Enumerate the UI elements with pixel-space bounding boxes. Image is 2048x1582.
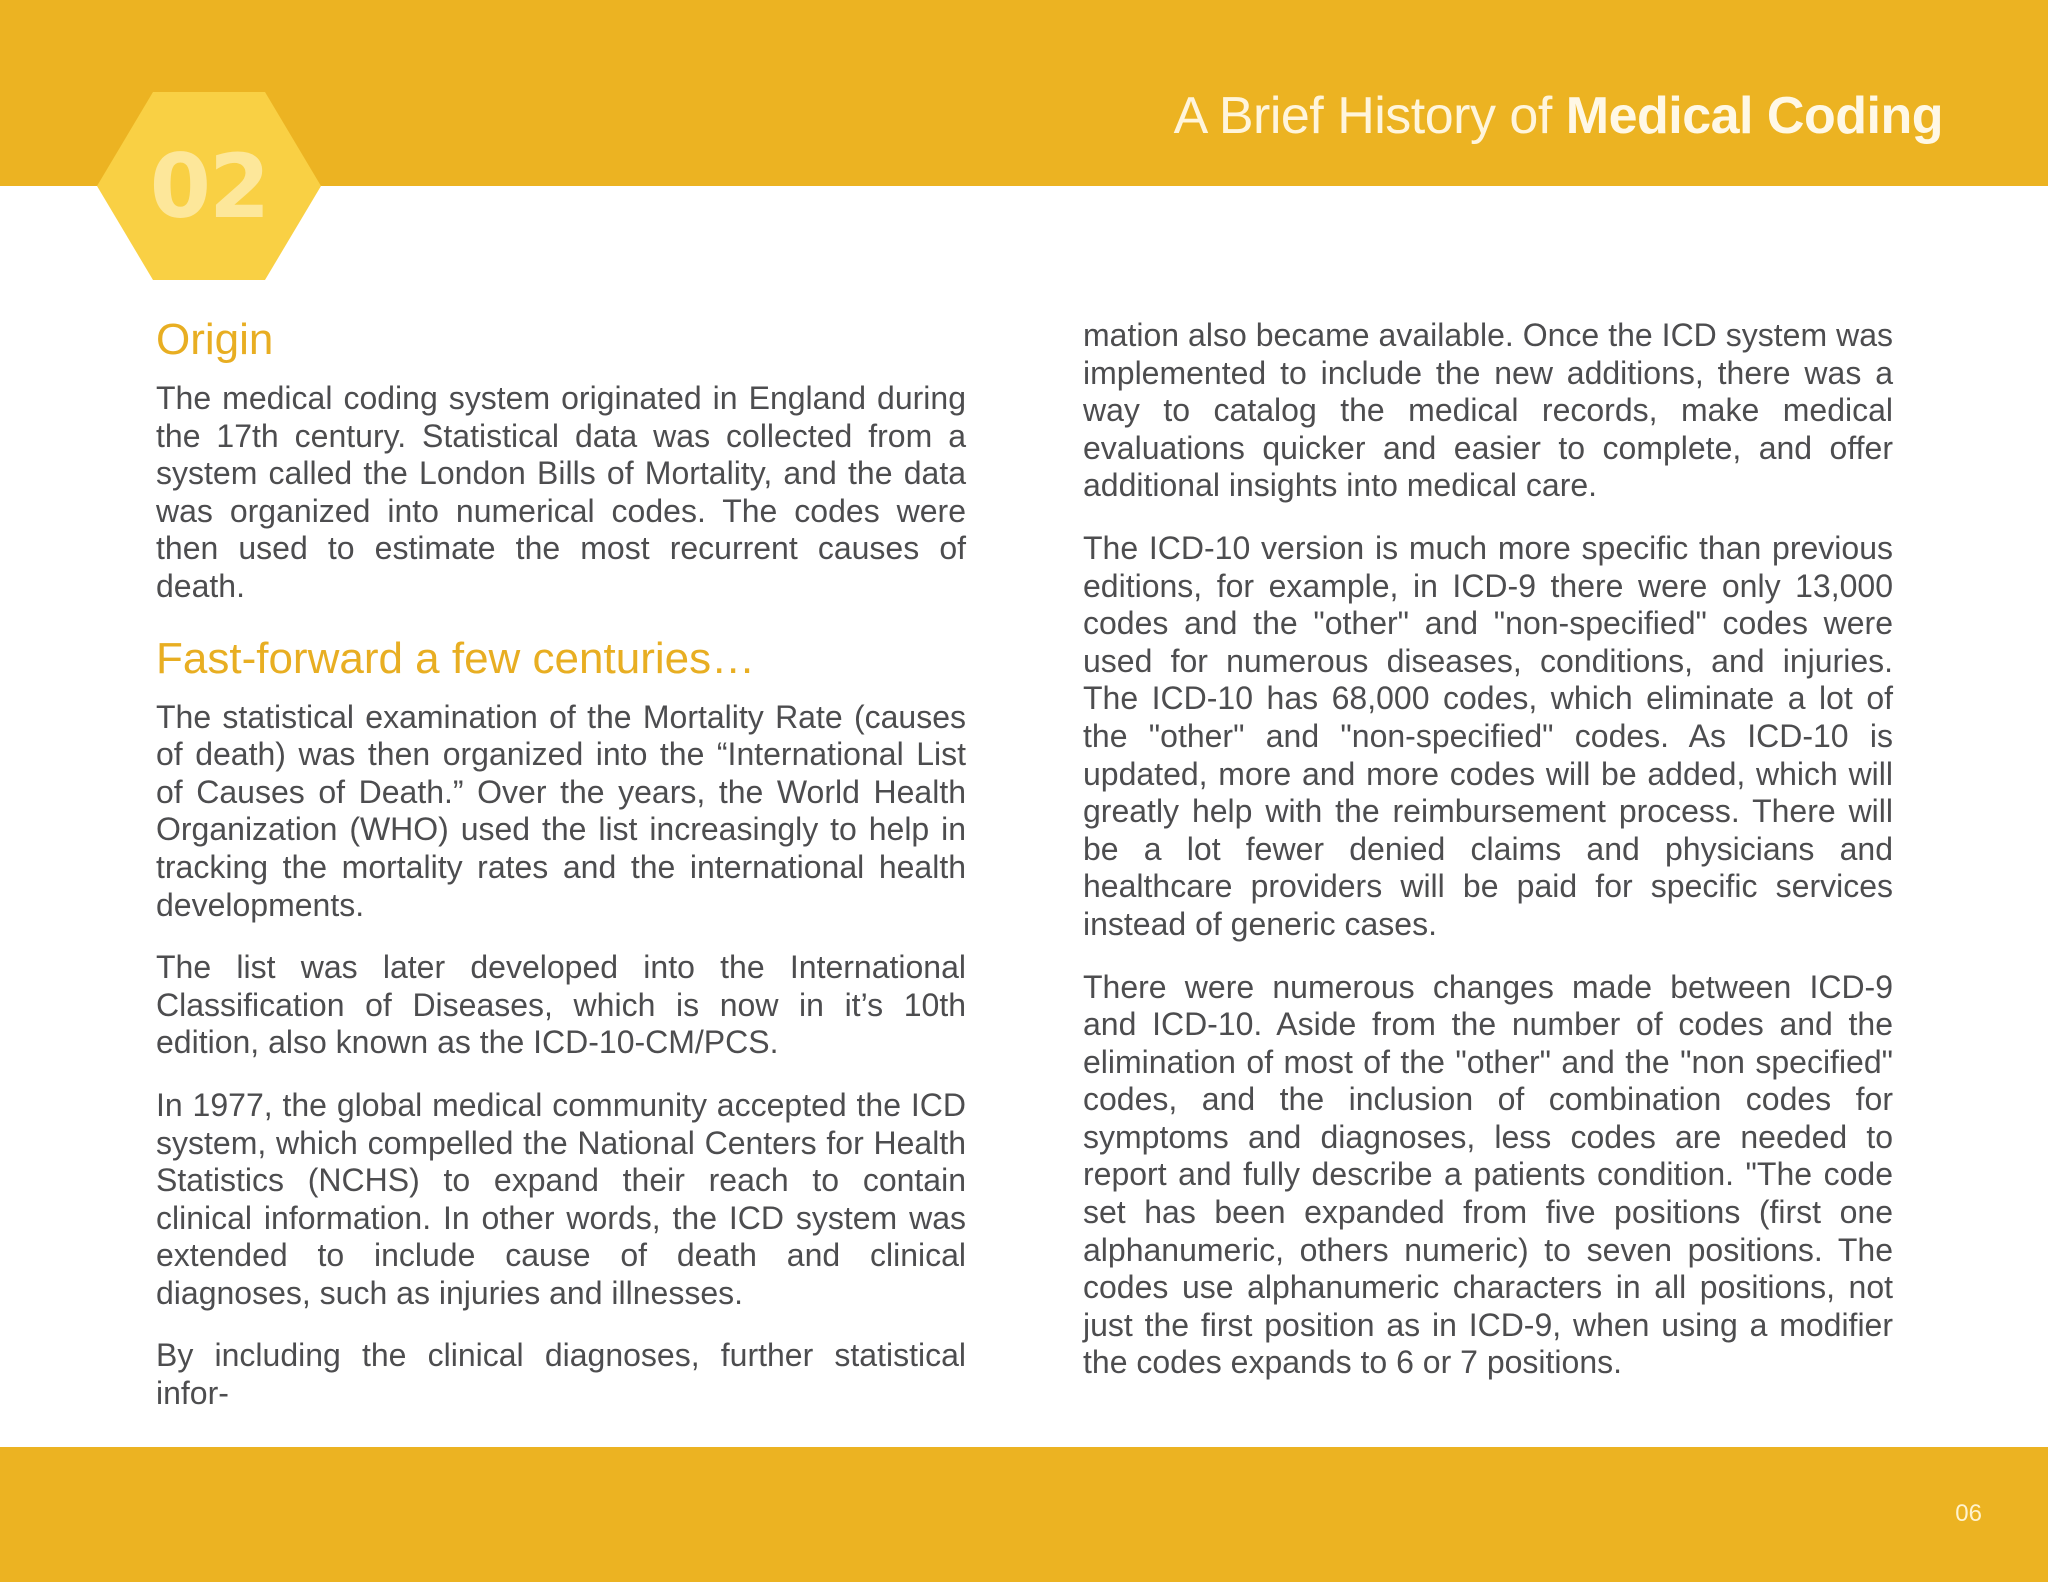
header-title-light: A Brief History of: [1173, 87, 1566, 145]
page-number: 06: [1955, 1500, 1982, 1527]
chapter-number: 02: [149, 134, 269, 238]
paragraph-mortality-list: The statistical examination of the Mortality Rate (causes of death) was then organized into the “International List of Causes of Death.” Over the years, the World Health Organization (WHO) used the list increasingly to help in tracking the mortality rates and the international health developments.: [156, 698, 966, 923]
paragraph-clinical-diagnoses: By including the clinical diagnoses, further statistical infor-: [156, 1337, 966, 1412]
paragraph-icd-classification: The list was later developed into the International Classification of Diseases, which is now in it’s 10th edition, also known as the ICD-10-CM/PCS.: [156, 949, 966, 1061]
left-column: [156, 312, 966, 1438]
paragraph-1977: In 1977, the global medical community accepted the ICD system, which compelled the National Centers for Health Statistics (NCHS) to expand their reach to contain clinical information. In other words, the ICD system was extended to include cause of death and clinical diagnoses, such as injuries and illnesses.: [156, 1086, 966, 1311]
paragraph-icd10-specific: The ICD-10 version is much more specific than previous editions, for example, in ICD-9 there were only 13,000 codes and the "other" and "non-specified" codes were used for numerous diseases, conditions, and injuries. The ICD-10 has 68,000 codes, which eliminate a lot of the "other" and "non-specified" codes. As ICD-10 is updated, more and more codes will be added, which will greatly help with the reimbursement process. There will be a lot fewer denied claims and physicians and healthcare providers will be paid for specific services instead of generic cases.: [1083, 529, 1893, 942]
heading-origin: Origin: [156, 315, 274, 364]
footer-band: [0, 1447, 2048, 1582]
page-header-title: [1174, 84, 1943, 148]
paragraph-continued: mation also became available. Once the ICD system was implemented to include the new additions, there was a way to catalog the medical records, make medical evaluations quicker and easier to complete, and offer additional insights into medical care.: [1083, 317, 1893, 504]
header-title-bold: Medical Coding: [1565, 87, 1943, 145]
right-column: [1083, 317, 1893, 1407]
paragraph-icd-changes: There were numerous changes made between ICD-9 and ICD-10. Aside from the number of codes and the elimination of most of the "other" and the "non specified" codes, and the inclusion of combination codes for symptoms and diagnoses, less codes are needed to report and fully describe a patients condition. "The code set has been expanded from five positions (first one alphanumeric, others numeric) to seven positions. The codes use alphanumeric characters in all positions, not just the first position as in ICD-9, when using a modifier the codes expands to 6 or 7 positions.: [1083, 968, 1893, 1381]
paragraph-origin: The medical coding system originated in England during the 17th century. Statistical data was collected from a system called the London Bills of Mortality, and the data was organized into numerical codes. The codes were then used to estimate the most recurrent causes of death.: [156, 380, 966, 604]
heading-fast-forward: Fast-forward a few centuries…: [156, 633, 756, 683]
